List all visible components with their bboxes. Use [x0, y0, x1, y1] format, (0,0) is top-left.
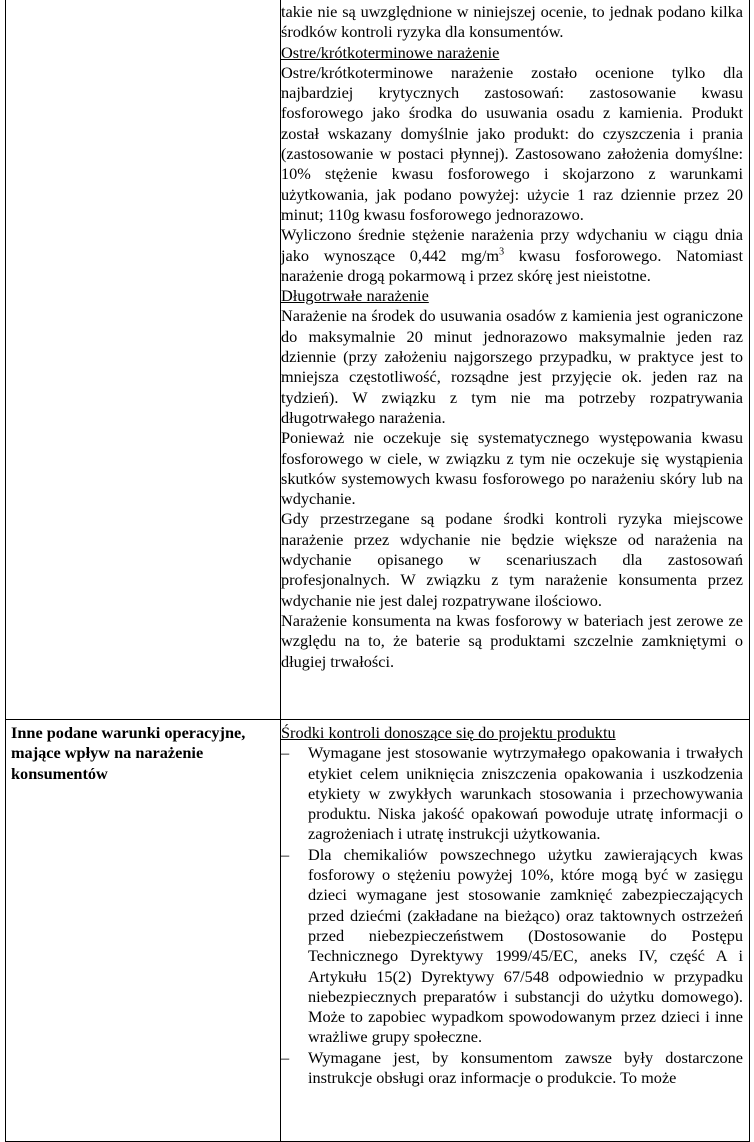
upper-right-cell [281, 2, 743, 672]
acute-p2-text-end: kwasu fosforowego. Natomiast narażenie drogą pokarmową i przez skórę jest nieistotne. [281, 245, 743, 285]
list-item-text: Dla chemikaliów powszechnego użytku zawierających kwas fosforowy o stężeniu powyżej 10%, które mogą być w zasięgu dzieci wymagane jest stosowanie zamknięć zabezpieczających przed dziećmi (zakładane na bieżąco) oraz taktownych ostrzeżeń przed niebezpieczeństwem (Dostosowanie do Postępu Technicznego Dyrektywy 1999/45/EC, aneks IV, część A i Artykułu 15(2) Dyrektywy 67/548 odpowiednio w przypadku niebezpiecznych preparatów i substancji do użytku domowego). Może to zapobiec wypadkom spowodowanym przez dzieci i inne wrażliwe grupy społeczne. [308, 844, 743, 1047]
list-item [281, 845, 743, 1048]
long-term-paragraph-1: Narażenie na środek do usuwania osadów z kamienia jest ograniczone do maksymalnie 20 minut jednorazowo maksymalnie jeden raz dziennie (przy założeniu najgorszego przypadku, w praktyce jest to mniejsza częstotliwość, rozsądne jest przyjęcie ok. jeden raz na tydzień). W związku z tym nie ma potrzeby rozpatrywania długotrwałego narażenia. [281, 306, 743, 427]
acute-paragraph-2 [281, 225, 743, 286]
acute-p2-text: Wyliczono średnie stężenie narażenia przy wdychaniu w ciągu dnia jako wynoszące 0,442 mg/m [281, 225, 743, 265]
long-term-paragraph-4: Narażenie konsumenta na kwas fosforowy w bateriach jest zerowe ze względu na to, że baterie są produktami szczelnie zamkniętymi o długiej trwałości. [281, 610, 743, 671]
measures-list [281, 743, 743, 1088]
dash-bullet: – [281, 1047, 290, 1067]
list-item [281, 743, 743, 844]
lower-right-cell [281, 723, 743, 1088]
list-item-text: Wymagane jest stosowanie wytrzymałego opakowania i trwałych etykiet celem uniknięcia zniszczenia opakowania i uszkodzenia etykiety w zwykłych warunkach stosowania i przechowywania produktu. Niska jakość opakowań powoduje utratę informacji o zagrożeniach i utratę instrukcji użytkowania. [308, 743, 743, 844]
acute-paragraph-1: Ostre/krótkoterminowe narażenie zostało ocenione tylko dla najbardziej krytycznych zastosowań: zastosowanie kwasu fosforowego jako środka do usuwania osadu z kamienia. Produkt został wskazany domyślnie jako produkt: do czyszczenia i prania (zastosowanie w postaci płynnej). Zastosowano założenia domyślne: 10% stężenie kwasu fosforowego i skojarzono z warunkami użytkowania, jak podano powyżej: użycie 1 raz dziennie przez 20 minut; 110g kwasu fosforowego jednorazowo. [281, 62, 743, 224]
product-design-heading: Środki kontroli donoszące się do projektu produktu [281, 723, 616, 742]
list-item [281, 1048, 743, 1089]
long-term-heading: Długotrwałe narażenie [281, 286, 429, 306]
acute-heading: Ostre/krótkoterminowe narażenie [281, 42, 500, 62]
long-term-paragraph-3: Gdy przestrzegane są podane środki kontroli ryzyka miejscowe narażenie przez wdychanie nie będzie większe od narażenia na wdychanie opisanego w scenariuszach dla zastosowań profesjonalnych. W związku z tym narażenie konsumenta przez wdychanie nie jest dalej rozpatrywane ilościowo. [281, 509, 743, 610]
intro-paragraph: takie nie są uwzględnione w niniejszej ocenie, to jednak podano kilka środków kontroli ryzyka dla konsumentów. [281, 2, 743, 42]
dash-bullet: – [281, 743, 290, 763]
row-divider [6, 719, 749, 720]
row-label: Inne podane warunki operacyjne, mające wpływ na narażenie konsumentów [11, 723, 246, 783]
unit-superscript: 3 [499, 246, 505, 258]
list-item-text: Wymagane jest, by konsumentom zawsze były dostarczone instrukcje obsługi oraz informacje o produkcie. To może [308, 1047, 743, 1088]
long-term-paragraph-2: Ponieważ nie oczekuje się systematycznego występowania kwasu fosforowego w ciele, w związku z tym nie oczekuje się wystąpienia skutków systemowych kwasu fosforowego po narażeniu skóry lub na wdychanie. [281, 428, 743, 509]
dash-bullet: – [281, 844, 290, 864]
